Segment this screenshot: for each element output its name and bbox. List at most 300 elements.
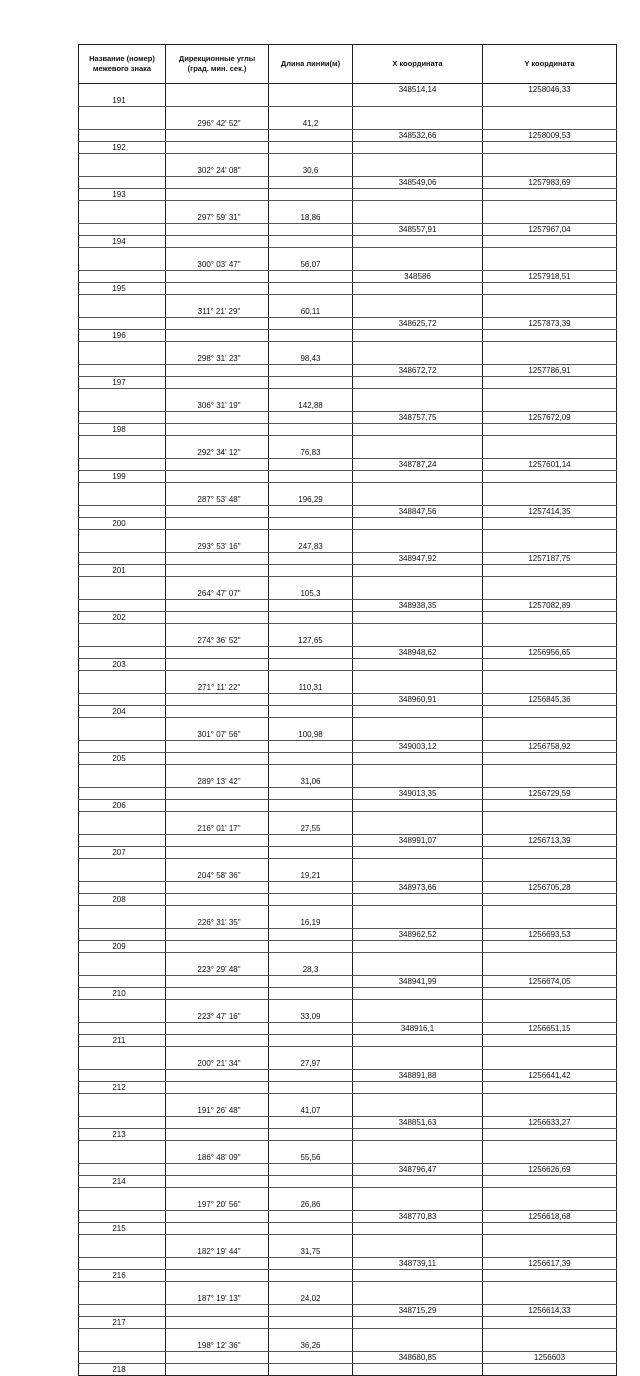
- table-row: [79, 659, 617, 671]
- coordinates-sheet: [78, 44, 616, 1376]
- y-coordinate-cell: [483, 283, 617, 295]
- direction-angle-cell: 204° 58' 36": [166, 870, 269, 882]
- point-name-cell: 200: [79, 518, 166, 530]
- x-coordinate-cell: [353, 1105, 483, 1117]
- empty-cell: [353, 1141, 483, 1153]
- table-row: [79, 1105, 617, 1117]
- length-cell: [269, 424, 353, 436]
- point-name-cell: [79, 1293, 166, 1305]
- point-name-cell: [79, 1211, 166, 1223]
- table-row: [79, 988, 617, 1000]
- angle-cell: [166, 189, 269, 201]
- y-coordinate-cell: 1257983,69: [483, 177, 617, 189]
- x-coordinate-cell: 348851,63: [353, 1117, 483, 1129]
- empty-cell: [483, 1000, 617, 1012]
- empty-cell: [353, 436, 483, 448]
- empty-cell: [353, 1282, 483, 1294]
- empty-cell: [483, 436, 617, 448]
- empty-cell: [166, 1329, 269, 1341]
- point-name-cell: [79, 588, 166, 600]
- x-coordinate-cell: 348960,91: [353, 694, 483, 706]
- table-row: [79, 647, 617, 659]
- table-row: [79, 870, 617, 882]
- y-coordinate-cell: [483, 964, 617, 976]
- direction-angle-cell: 226° 31' 35": [166, 917, 269, 929]
- empty-cell: [269, 1000, 353, 1012]
- empty-cell: [79, 577, 166, 589]
- empty-cell: [483, 201, 617, 213]
- x-coordinate-cell: [353, 353, 483, 365]
- angle-cell: [166, 459, 269, 471]
- table-row: [79, 635, 617, 647]
- table-row: [79, 823, 617, 835]
- length-cell: [269, 1129, 353, 1141]
- empty-cell: [79, 906, 166, 918]
- direction-angle-cell: 298° 31' 23": [166, 353, 269, 365]
- empty-cell: [269, 154, 353, 166]
- empty-cell: [79, 1047, 166, 1059]
- table-row: [79, 412, 617, 424]
- point-name-cell: [79, 1023, 166, 1035]
- y-coordinate-cell: 1256633,27: [483, 1117, 617, 1129]
- x-coordinate-cell: 348770,83: [353, 1211, 483, 1223]
- point-name-cell: [79, 271, 166, 283]
- table-row: [79, 929, 617, 941]
- empty-cell: [166, 765, 269, 777]
- point-name-cell: 216: [79, 1270, 166, 1282]
- x-coordinate-cell: 348549,06: [353, 177, 483, 189]
- y-coordinate-cell: [483, 682, 617, 694]
- angle-cell: [166, 976, 269, 988]
- x-coordinate-cell: [353, 283, 483, 295]
- angle-cell: [166, 988, 269, 1000]
- line-length-cell: 33,09: [269, 1011, 353, 1023]
- y-coordinate-cell: [483, 118, 617, 130]
- point-name-cell: 213: [79, 1129, 166, 1141]
- x-coordinate-cell: [353, 612, 483, 624]
- empty-cell: [269, 1141, 353, 1153]
- point-name-cell: [79, 541, 166, 553]
- angle-cell: [166, 612, 269, 624]
- point-name-cell: [79, 788, 166, 800]
- empty-cell: [483, 1282, 617, 1294]
- x-coordinate-cell: 349003,12: [353, 741, 483, 753]
- direction-angle-cell: 191° 26' 48": [166, 1105, 269, 1117]
- angle-cell: [166, 753, 269, 765]
- direction-angle-cell: 187° 19' 13": [166, 1293, 269, 1305]
- empty-cell: [353, 248, 483, 260]
- empty-cell: [353, 1047, 483, 1059]
- table-row: [79, 1352, 617, 1364]
- table-row: [79, 201, 617, 213]
- table-row: [79, 259, 617, 271]
- y-coordinate-cell: 1256651,15: [483, 1023, 617, 1035]
- y-coordinate-cell: [483, 1082, 617, 1094]
- y-coordinate-cell: [483, 894, 617, 906]
- x-coordinate-cell: 348672,72: [353, 365, 483, 377]
- point-name-cell: [79, 224, 166, 236]
- empty-cell: [166, 671, 269, 683]
- length-cell: [269, 130, 353, 142]
- y-coordinate-cell: [483, 753, 617, 765]
- empty-cell: [79, 107, 166, 119]
- x-coordinate-cell: [353, 494, 483, 506]
- empty-cell: [166, 1282, 269, 1294]
- empty-cell: [166, 107, 269, 119]
- point-name-cell: [79, 835, 166, 847]
- empty-cell: [353, 765, 483, 777]
- table-row: [79, 553, 617, 565]
- table-row: [79, 142, 617, 154]
- angle-cell: [166, 471, 269, 483]
- table-row: [79, 976, 617, 988]
- y-coordinate-cell: [483, 212, 617, 224]
- point-name-cell: [79, 459, 166, 471]
- angle-cell: [166, 365, 269, 377]
- angle-cell: [166, 424, 269, 436]
- table-row: [79, 1258, 617, 1270]
- x-coordinate-cell: [353, 1293, 483, 1305]
- empty-cell: [79, 389, 166, 401]
- table-row: [79, 1176, 617, 1188]
- x-coordinate-cell: [353, 729, 483, 741]
- empty-cell: [166, 718, 269, 730]
- point-name-cell: [79, 741, 166, 753]
- empty-cell: [269, 624, 353, 636]
- point-name-cell: [79, 600, 166, 612]
- x-coordinate-cell: 348962,52: [353, 929, 483, 941]
- table-row: [79, 906, 617, 918]
- angle-cell: [166, 847, 269, 859]
- y-coordinate-cell: 1256758,92: [483, 741, 617, 753]
- y-coordinate-cell: [483, 95, 617, 107]
- empty-cell: [79, 1329, 166, 1341]
- empty-cell: [79, 295, 166, 307]
- length-cell: [269, 1305, 353, 1317]
- angle-cell: [166, 1305, 269, 1317]
- point-name-cell: [79, 318, 166, 330]
- y-coordinate-cell: [483, 612, 617, 624]
- empty-cell: [166, 342, 269, 354]
- table-row: [79, 1270, 617, 1282]
- empty-cell: [269, 953, 353, 965]
- length-cell: [269, 1023, 353, 1035]
- x-coordinate-cell: 348891,88: [353, 1070, 483, 1082]
- line-length-cell: 27,55: [269, 823, 353, 835]
- x-coordinate-cell: [353, 212, 483, 224]
- empty-cell: [269, 201, 353, 213]
- table-body: [79, 84, 617, 1376]
- x-coordinate-cell: 348847,56: [353, 506, 483, 518]
- length-cell: [269, 788, 353, 800]
- angle-cell: [166, 95, 269, 107]
- empty-cell: [269, 577, 353, 589]
- table-row: [79, 882, 617, 894]
- direction-angle-cell: 216° 01' 17": [166, 823, 269, 835]
- table-row: [79, 494, 617, 506]
- table-row: [79, 130, 617, 142]
- empty-cell: [269, 483, 353, 495]
- y-coordinate-cell: [483, 353, 617, 365]
- length-cell: [269, 647, 353, 659]
- x-coordinate-cell: [353, 847, 483, 859]
- y-coordinate-cell: 1257082,89: [483, 600, 617, 612]
- direction-angle-cell: 274° 36' 52": [166, 635, 269, 647]
- angle-cell: [166, 271, 269, 283]
- angle-cell: [166, 894, 269, 906]
- length-cell: [269, 553, 353, 565]
- table-row: [79, 365, 617, 377]
- length-cell: [269, 882, 353, 894]
- x-coordinate-cell: [353, 1223, 483, 1235]
- x-coordinate-cell: 348948,62: [353, 647, 483, 659]
- table-row: [79, 236, 617, 248]
- line-length-cell: 16,19: [269, 917, 353, 929]
- empty-cell: [269, 812, 353, 824]
- length-cell: [269, 471, 353, 483]
- x-coordinate-cell: [353, 1246, 483, 1258]
- length-cell: [269, 976, 353, 988]
- length-cell: [269, 847, 353, 859]
- angle-cell: [166, 1364, 269, 1376]
- empty-cell: [79, 1282, 166, 1294]
- empty-cell: [269, 1282, 353, 1294]
- angle-cell: [166, 835, 269, 847]
- direction-angle-cell: 200° 21' 34": [166, 1058, 269, 1070]
- empty-cell: [79, 342, 166, 354]
- point-name-cell: 191: [79, 95, 166, 107]
- y-coordinate-cell: [483, 471, 617, 483]
- empty-cell: [79, 1188, 166, 1200]
- x-coordinate-cell: [353, 1340, 483, 1352]
- empty-cell: [79, 718, 166, 730]
- table-row: [79, 1293, 617, 1305]
- empty-cell: [353, 483, 483, 495]
- x-coordinate-cell: [353, 870, 483, 882]
- x-coordinate-cell: 348796,47: [353, 1164, 483, 1176]
- y-coordinate-cell: 1256845,36: [483, 694, 617, 706]
- table-row: [79, 330, 617, 342]
- table-row: [79, 1223, 617, 1235]
- direction-angle-cell: 302° 24' 08": [166, 165, 269, 177]
- header-line-length: Длина линии(м): [269, 45, 353, 84]
- table-row: [79, 1305, 617, 1317]
- y-coordinate-cell: [483, 1105, 617, 1117]
- angle-cell: [166, 565, 269, 577]
- table-row: [79, 671, 617, 683]
- direction-angle-cell: 223° 47' 16": [166, 1011, 269, 1023]
- empty-cell: [79, 483, 166, 495]
- y-coordinate-cell: [483, 424, 617, 436]
- x-coordinate-cell: 348739,11: [353, 1258, 483, 1270]
- y-coordinate-cell: [483, 1129, 617, 1141]
- point-name-cell: [79, 964, 166, 976]
- x-coordinate-cell: 348557,91: [353, 224, 483, 236]
- table-row: [79, 894, 617, 906]
- table-row: [79, 1141, 617, 1153]
- y-coordinate-cell: [483, 823, 617, 835]
- point-name-cell: [79, 976, 166, 988]
- empty-cell: [79, 154, 166, 166]
- length-cell: [269, 318, 353, 330]
- empty-cell: [79, 248, 166, 260]
- y-coordinate-cell: [483, 306, 617, 318]
- point-name-cell: 194: [79, 236, 166, 248]
- empty-cell: [483, 812, 617, 824]
- point-name-cell: [79, 1258, 166, 1270]
- length-cell: [269, 600, 353, 612]
- angle-cell: [166, 1023, 269, 1035]
- empty-cell: [353, 295, 483, 307]
- empty-cell: [79, 530, 166, 542]
- x-coordinate-cell: [353, 800, 483, 812]
- line-length-cell: 26,86: [269, 1199, 353, 1211]
- y-coordinate-cell: [483, 800, 617, 812]
- angle-cell: [166, 800, 269, 812]
- y-coordinate-cell: 1256956,65: [483, 647, 617, 659]
- empty-cell: [353, 154, 483, 166]
- length-cell: [269, 741, 353, 753]
- x-coordinate-cell: [353, 635, 483, 647]
- table-row: [79, 1082, 617, 1094]
- y-coordinate-cell: 1256626,69: [483, 1164, 617, 1176]
- table-row: [79, 1282, 617, 1294]
- x-coordinate-cell: 348757,75: [353, 412, 483, 424]
- point-name-cell: 197: [79, 377, 166, 389]
- y-coordinate-cell: [483, 1270, 617, 1282]
- empty-cell: [166, 295, 269, 307]
- line-length-cell: 18,86: [269, 212, 353, 224]
- point-name-cell: 201: [79, 565, 166, 577]
- y-coordinate-cell: [483, 1293, 617, 1305]
- table-row: [79, 941, 617, 953]
- empty-cell: [483, 765, 617, 777]
- point-name-cell: [79, 1070, 166, 1082]
- direction-angle-cell: 198° 12' 36": [166, 1340, 269, 1352]
- point-name-cell: [79, 365, 166, 377]
- table-row: [79, 400, 617, 412]
- x-coordinate-cell: 348680,85: [353, 1352, 483, 1364]
- point-name-cell: [79, 1058, 166, 1070]
- point-name-cell: 204: [79, 706, 166, 718]
- angle-cell: [166, 177, 269, 189]
- y-coordinate-cell: [483, 494, 617, 506]
- angle-cell: [166, 330, 269, 342]
- y-coordinate-cell: 1258009,53: [483, 130, 617, 142]
- angle-cell: [166, 1176, 269, 1188]
- point-name-cell: [79, 165, 166, 177]
- y-coordinate-cell: 1256713,39: [483, 835, 617, 847]
- empty-cell: [483, 530, 617, 542]
- empty-cell: [166, 1141, 269, 1153]
- length-cell: [269, 412, 353, 424]
- x-coordinate-cell: 348941,99: [353, 976, 483, 988]
- y-coordinate-cell: [483, 729, 617, 741]
- point-name-cell: [79, 306, 166, 318]
- empty-cell: [483, 859, 617, 871]
- angle-cell: [166, 882, 269, 894]
- table-row: [79, 1199, 617, 1211]
- x-coordinate-cell: [353, 377, 483, 389]
- empty-cell: [483, 1188, 617, 1200]
- point-name-cell: 199: [79, 471, 166, 483]
- point-name-cell: 210: [79, 988, 166, 1000]
- direction-angle-cell: 300° 03' 47": [166, 259, 269, 271]
- y-coordinate-cell: [483, 1340, 617, 1352]
- length-cell: [269, 929, 353, 941]
- angle-cell: [166, 1270, 269, 1282]
- table-row: [79, 741, 617, 753]
- y-coordinate-cell: [483, 635, 617, 647]
- x-coordinate-cell: [353, 588, 483, 600]
- empty-cell: [483, 154, 617, 166]
- empty-cell: [353, 671, 483, 683]
- table-row: [79, 224, 617, 236]
- empty-cell: [79, 201, 166, 213]
- y-coordinate-cell: 1257786,91: [483, 365, 617, 377]
- angle-cell: [166, 377, 269, 389]
- header-direction-angle: Дирекционные углы (град. мин. сек.): [166, 45, 269, 84]
- length-cell: [269, 1211, 353, 1223]
- x-coordinate-cell: [353, 1011, 483, 1023]
- empty-cell: [269, 1235, 353, 1247]
- empty-cell: [483, 1329, 617, 1341]
- table-row: [79, 459, 617, 471]
- length-cell: [269, 800, 353, 812]
- length-cell: [269, 95, 353, 107]
- table-row: [79, 1211, 617, 1223]
- y-coordinate-cell: [483, 988, 617, 1000]
- x-coordinate-cell: [353, 541, 483, 553]
- empty-cell: [483, 295, 617, 307]
- empty-cell: [269, 671, 353, 683]
- x-coordinate-cell: [353, 259, 483, 271]
- x-coordinate-cell: [353, 1317, 483, 1329]
- table-row: [79, 107, 617, 119]
- table-row: [79, 353, 617, 365]
- y-coordinate-cell: 1258046,33: [483, 84, 617, 96]
- length-cell: [269, 1364, 353, 1376]
- point-name-cell: [79, 823, 166, 835]
- angle-cell: [166, 318, 269, 330]
- y-coordinate-cell: [483, 917, 617, 929]
- line-length-cell: 27,97: [269, 1058, 353, 1070]
- empty-cell: [79, 859, 166, 871]
- length-cell: [269, 988, 353, 1000]
- point-name-cell: 211: [79, 1035, 166, 1047]
- point-name-cell: [79, 130, 166, 142]
- line-length-cell: 60,11: [269, 306, 353, 318]
- header-row: [79, 45, 617, 84]
- angle-cell: [166, 1211, 269, 1223]
- x-coordinate-cell: 348532,66: [353, 130, 483, 142]
- empty-cell: [483, 1094, 617, 1106]
- x-coordinate-cell: 348916,1: [353, 1023, 483, 1035]
- empty-cell: [269, 1094, 353, 1106]
- y-coordinate-cell: [483, 870, 617, 882]
- length-cell: [269, 224, 353, 236]
- y-coordinate-cell: [483, 377, 617, 389]
- table-row: [79, 377, 617, 389]
- point-name-cell: 206: [79, 800, 166, 812]
- x-coordinate-cell: 348625,72: [353, 318, 483, 330]
- header-y-coordinate: Y координата: [483, 45, 617, 84]
- table-row: [79, 118, 617, 130]
- line-length-cell: 56,07: [269, 259, 353, 271]
- x-coordinate-cell: [353, 753, 483, 765]
- table-row: [79, 283, 617, 295]
- length-cell: [269, 330, 353, 342]
